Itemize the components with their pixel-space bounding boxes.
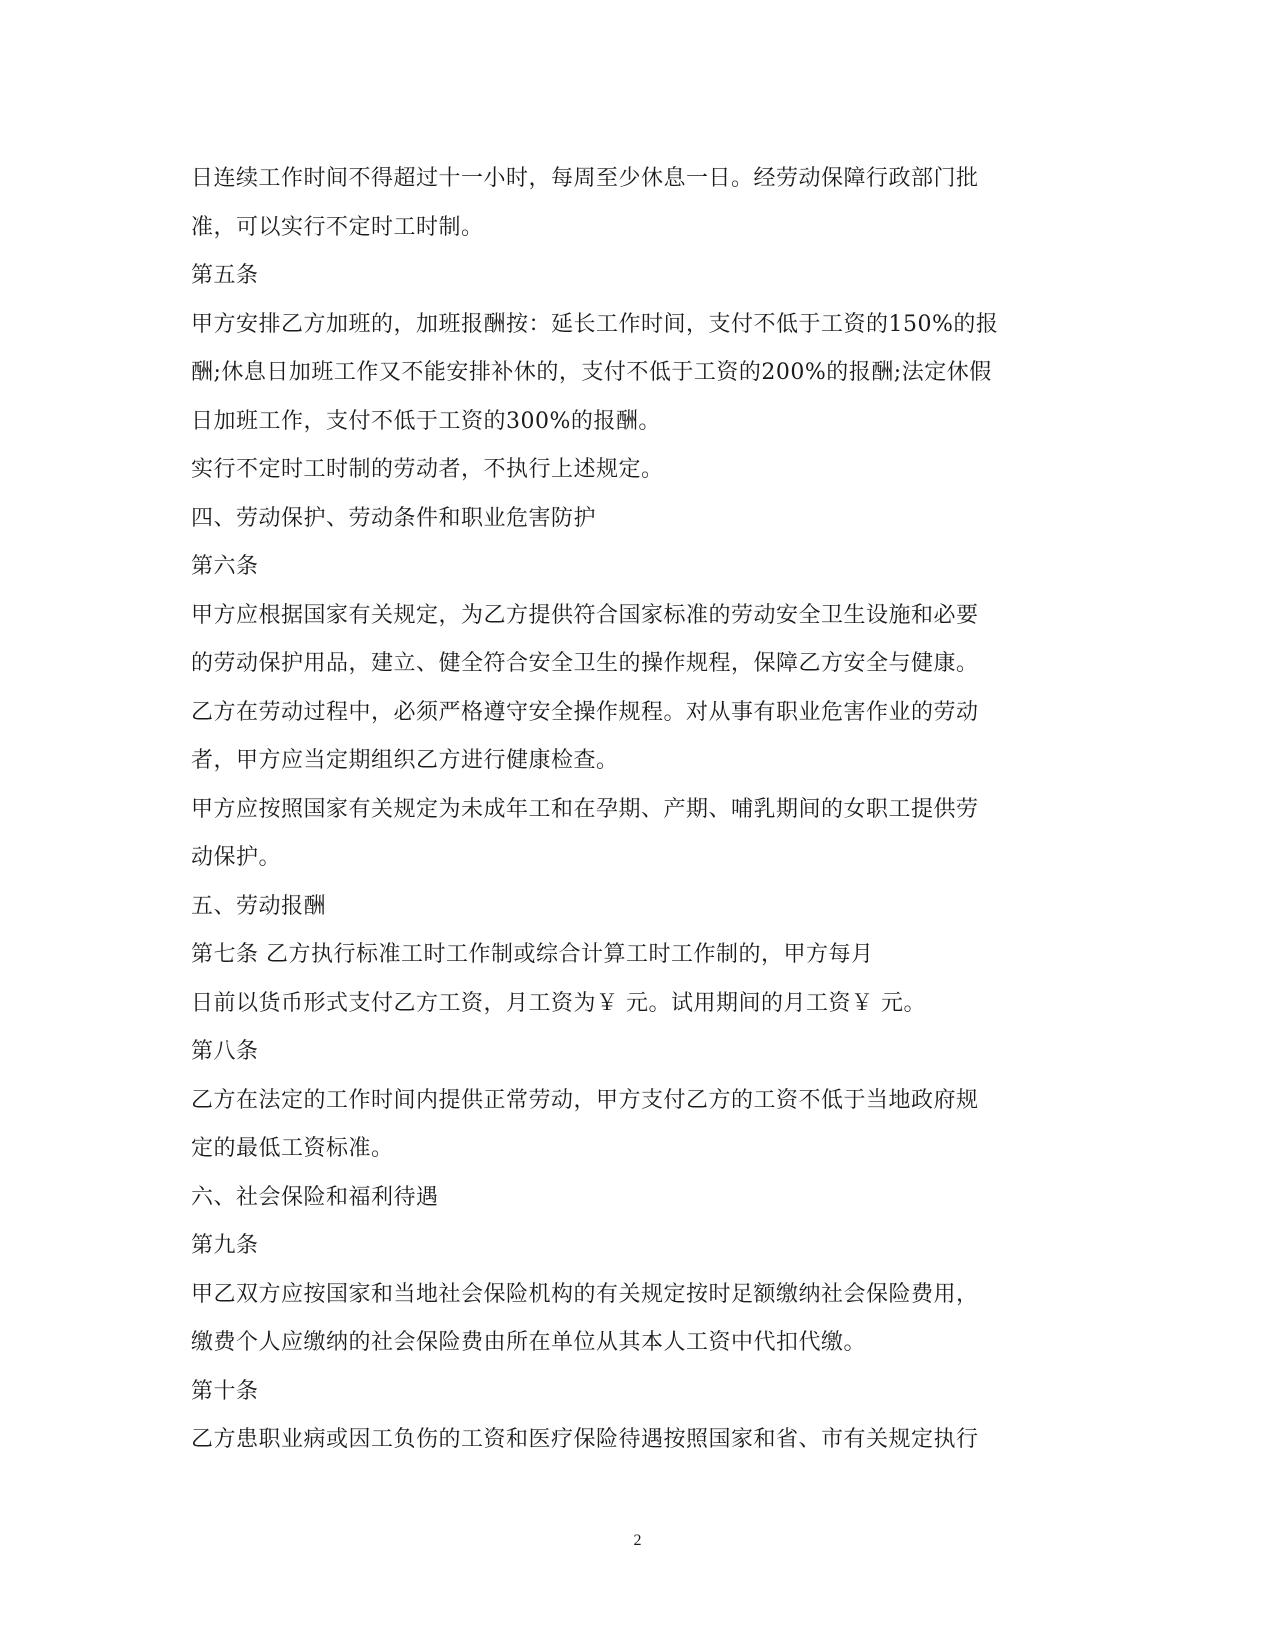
section-heading: 五、劳动报酬 bbox=[191, 893, 327, 919]
text-line: 日连续工作时间不得超过十一小时，每周至少休息一日。经劳动保障行政部门批 bbox=[191, 166, 979, 191]
text-line: 甲方安排乙方加班的，加班报酬按：延长工作时间，支付不低于工资的150%的报 bbox=[191, 311, 999, 337]
text-line: 甲方应按照国家有关规定为未成年工和在孕期、产期、哺乳期间的女职工提供劳 bbox=[191, 796, 979, 822]
text-line: 甲方应根据国家有关规定，为乙方提供符合国家标准的劳动安全卫生设施和必要 bbox=[191, 602, 979, 628]
text-line: 乙方在劳动过程中，必须严格遵守安全操作规程。对从事有职业危害作业的劳动 bbox=[191, 699, 979, 725]
text-line: 甲乙双方应按国家和当地社会保险机构的有关规定按时足额缴纳社会保险费用， bbox=[191, 1281, 979, 1307]
article-heading: 第九条 bbox=[191, 1233, 259, 1258]
article-heading: 第十条 bbox=[191, 1378, 259, 1404]
document-body bbox=[191, 155, 1071, 1465]
text-line: 的劳动保护用品，建立、健全符合安全卫生的操作规程，保障乙方安全与健康。 bbox=[191, 651, 979, 676]
text-line: 缴费个人应缴纳的社会保险费由所在单位从其本人工资中代扣代缴。 bbox=[191, 1330, 867, 1355]
text-line: 酬;休息日加班工作又不能安排补休的，支付不低于工资的200%的报酬;法定休假 bbox=[191, 360, 992, 385]
article-heading: 第六条 bbox=[191, 554, 259, 579]
text-line: 实行不定时工时制的劳动者，不执行上述规定。 bbox=[191, 457, 664, 482]
text-line: 乙方在法定的工作时间内提供正常劳动，甲方支付乙方的工资不低于当地政府规 bbox=[191, 1087, 979, 1113]
article-heading: 第五条 bbox=[191, 263, 259, 288]
text-line: 者，甲方应当定期组织乙方进行健康检查。 bbox=[191, 748, 619, 773]
section-heading: 四、劳动保护、劳动条件和职业危害防护 bbox=[191, 505, 597, 531]
section-heading: 六、社会保险和福利待遇 bbox=[191, 1184, 439, 1210]
page-number: 2 bbox=[633, 1532, 642, 1549]
text-line: 准，可以实行不定时工时制。 bbox=[191, 214, 484, 240]
text-line: 动保护。 bbox=[191, 845, 282, 870]
text-line: 日前以货币形式支付乙方工资，月工资为￥ 元。试用期间的月工资￥ 元。 bbox=[191, 990, 926, 1016]
text-line: 定的最低工资标准。 bbox=[191, 1136, 394, 1161]
text-line: 乙方患职业病或因工负伤的工资和医疗保险待遇按照国家和省、市有关规定执行 bbox=[191, 1427, 979, 1452]
text-line: 日加班工作，支付不低于工资的300%的报酬。 bbox=[191, 408, 661, 434]
article-heading: 第七条 乙方执行标准工时工作制或综合计算工时工作制的，甲方每月 bbox=[191, 942, 874, 967]
article-heading: 第八条 bbox=[191, 1039, 259, 1064]
